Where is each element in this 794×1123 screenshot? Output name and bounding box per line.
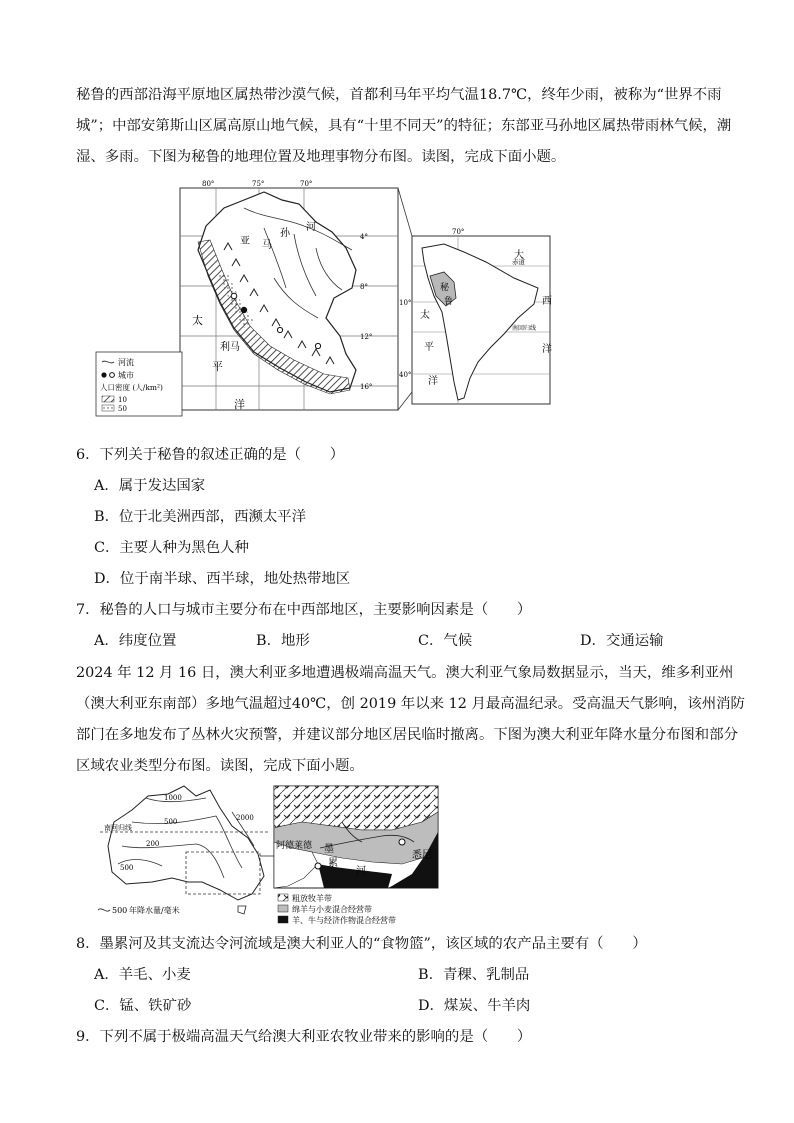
legend-river: 河流 [118, 358, 134, 367]
intro-paragraph-1: 秘鲁的西部沿海平原地区属热带沙漠气候，首都利马年平均气温18.7℃，终年少雨，被称为“世界不雨城”；中部安第斯山区属高原山地气候，具有“十里不同天”的特征；东部亚马孙地区属热带雨林气候，潮湿、多雨。下图为秘鲁的地理位置及地理事物分布图。读图，完成下面小题。 [76, 87, 732, 165]
murray-label-1: 墨 [324, 844, 334, 855]
lat-label-16: 16° [360, 383, 373, 391]
q7-option-c[interactable]: C．气候 [418, 633, 473, 649]
legend-isohyet-text: 年降水量/毫米 [129, 906, 180, 915]
q7-option-b[interactable]: B．地形 [256, 633, 310, 649]
peru-map-figure [94, 178, 556, 420]
inset-atlantic-2: 西 [542, 296, 552, 307]
inset-pacific-3: 洋 [428, 376, 438, 387]
tropic-label: 南回归线 [104, 824, 132, 832]
ocean-label-3: 洋 [234, 398, 245, 411]
q8-option-c[interactable]: C．锰、铁矿砂 [94, 998, 192, 1014]
city-label-lima: 利马 [220, 342, 240, 353]
q7-option-a[interactable]: A．纬度位置 [94, 633, 177, 649]
inset-peru-2: 鲁 [444, 297, 454, 307]
river-label-3: 孙 [280, 228, 290, 239]
city-sydney: 悉尼 [412, 850, 432, 861]
q6-option-d[interactable]: D．位于南半球、西半球，地处热带地区 [94, 571, 351, 587]
question-6-stem: 6．下列关于秘鲁的叙述正确的是（ ） [76, 447, 345, 463]
lat-label-4: 4° [360, 233, 368, 241]
legend-density-title: 人口密度 (人/km²) [100, 383, 163, 392]
river-label-4: 河 [306, 222, 316, 233]
river-label-2: 马 [262, 240, 272, 251]
legend-density-10: 10 [118, 396, 127, 404]
inset-pacific-1: 太 [420, 310, 430, 321]
inset-lon-70: 70° [452, 228, 465, 236]
legend-extensive-sheep: 粗放牧羊带 [292, 894, 332, 903]
isohyet-2000: 2000 [236, 814, 254, 822]
isohyet-200: 200 [146, 840, 160, 848]
inset-atlantic-1: 大 [514, 250, 524, 261]
legend-mixed-crops: 羊、牛与经济作物混合经营带 [292, 916, 396, 925]
australia-map-figure [92, 782, 448, 928]
city-adelaide: 阿德莱德 [276, 841, 313, 851]
question-9-stem: 9．下列不属于极端高温天气给澳大利亚农牧业带来的影响的是（ ） [76, 1029, 532, 1045]
q6-option-a[interactable]: A．属于发达国家 [94, 478, 206, 494]
river-label-1: 亚 [240, 236, 250, 247]
q7-option-d[interactable]: D．交通运输 [580, 633, 664, 649]
legend-isohyet-value: 500 [112, 906, 128, 915]
q8-option-d[interactable]: D．煤炭、牛羊肉 [418, 998, 531, 1014]
q8-option-b[interactable]: B．青稞、乳制品 [418, 967, 530, 983]
q6-option-c[interactable]: C．主要人种为黑色人种 [94, 540, 249, 556]
lat-label-12: 12° [360, 333, 373, 341]
question-7-stem: 7．秘鲁的人口与城市主要分布在中西部地区，主要影响因素是（ ） [76, 602, 532, 618]
legend-city: 城市 [118, 371, 134, 380]
murray-basin-detail [274, 786, 438, 888]
ocean-label-2: 平 [212, 360, 223, 373]
inset-lat-40: 40° [399, 371, 412, 379]
murray-label-2: 累 [328, 858, 338, 869]
inset-tropic: 南回归线 [512, 325, 537, 332]
south-america-inset [399, 228, 552, 404]
inset-atlantic-3: 洋 [542, 344, 552, 355]
ocean-label-1: 太 [192, 314, 203, 327]
q6-option-b[interactable]: B．位于北美洲西部，西濒太平洋 [94, 509, 307, 525]
legend-sheep-wheat: 绵羊与小麦混合经营带 [292, 905, 372, 914]
lon-label-80: 80° [202, 180, 215, 188]
lat-label-8: 8° [360, 283, 368, 291]
inset-equator: 赤道 [512, 258, 525, 266]
q8-option-a[interactable]: A．羊毛、小麦 [94, 967, 191, 983]
lon-label-75: 75° [252, 180, 265, 188]
isohyet-500-b: 500 [120, 864, 134, 872]
lon-label-70: 70° [300, 180, 313, 188]
murray-label-3: 河 [356, 866, 366, 877]
question-8-stem: 8．墨累河及其支流达令河流域是澳大利亚人的“食物篮”，该区域的农产品主要有（ ） [76, 936, 647, 952]
intro-paragraph-2: 2024 年 12 月 16 日，澳大利亚多地遭遇极端高温天气。澳大利亚气象局数据显示，当天，维多利亚州（澳大利亚东南部）多地气温超过40℃，创 2019 年以来 12 月最高温纪录。受高温天气影响，该州消防部门在多地发布了丛林火灾预警，并建议部分地区居民临时撤离。下图为澳大利亚年降水量分布图和部分区域农业类型分布图。读图，完成下面小题。 [76, 665, 745, 774]
inset-peru-1: 秘 [440, 283, 450, 293]
inset-lat-10: 10° [399, 299, 412, 307]
isohyet-1000: 1000 [164, 794, 182, 802]
isohyet-500-a: 500 [164, 818, 178, 826]
legend-density-50: 50 [118, 405, 127, 413]
inset-pacific-2: 平 [424, 342, 434, 353]
